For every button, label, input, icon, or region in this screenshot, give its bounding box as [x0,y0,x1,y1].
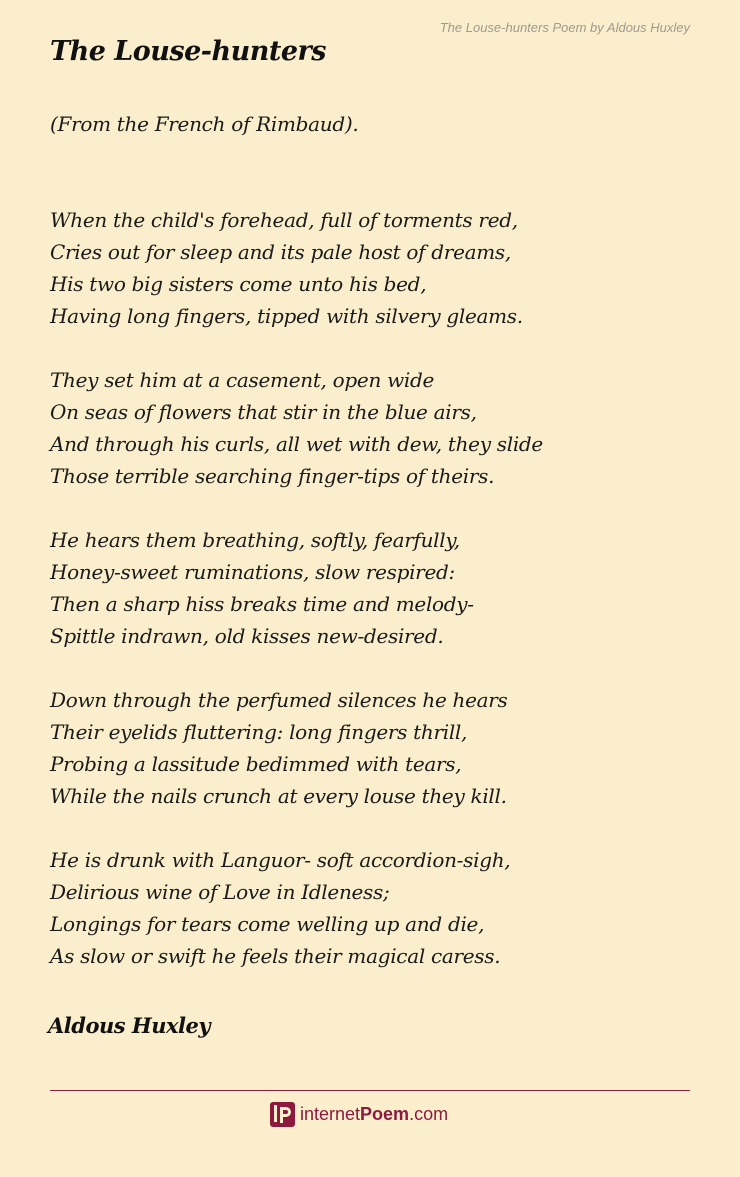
poem-line: When the child's forehead, full of torments red, [50,208,518,232]
poem-body [50,108,700,972]
poem-line: They set him at a casement, open wide [50,368,435,392]
poem-line: Down through the perfumed silences he hears [50,688,508,712]
header-credit: The Louse-hunters Poem by Aldous Huxley [439,20,690,35]
stanza-break [50,812,700,844]
ip-logo-icon [270,1102,295,1127]
poem-line: He is drunk with Languor- soft accordion-sigh, [50,848,511,872]
brand-suffix: .com [409,1104,449,1124]
poem-line: Then a sharp hiss breaks time and melody- [50,592,474,616]
brand-prefix: internet [300,1104,361,1124]
poem-line: His two big sisters come unto his bed, [50,272,427,296]
site-brand-text [300,1104,448,1125]
stanza-break [50,332,700,364]
poem-line: On seas of flowers that stir in the blue airs, [50,400,477,424]
poem-line: Their eyelids fluttering: long fingers thrill, [50,720,468,744]
blank-line [50,172,700,204]
poem-line: While the nails crunch at every louse they kill. [50,784,507,808]
poem-line: Honey-sweet ruminations, slow respired: [50,560,455,584]
poem-line: As slow or swift he feels their magical caress. [50,944,501,968]
poem-author: Aldous Huxley [48,1013,211,1038]
poem-line: Spittle indrawn, old kisses new-desired. [50,624,444,648]
poem-line: Having long fingers, tipped with silvery gleams. [50,304,523,328]
poem-line: Longings for tears come welling up and die, [50,912,485,936]
poem-line: Cries out for sleep and its pale host of dreams, [50,240,511,264]
poem-subtitle: (From the French of Rimbaud). [50,112,359,136]
footer-divider [50,1090,690,1091]
site-brand-link[interactable] [270,1102,448,1127]
poem-line: He hears them breathing, softly, fearfully, [50,528,460,552]
poem-line: Those terrible searching finger-tips of theirs. [50,464,495,488]
poem-title: The Louse-hunters [50,36,326,67]
brand-strong: Poem [360,1104,410,1124]
blank-line [50,140,700,172]
stanza-break [50,652,700,684]
stanza-break [50,492,700,524]
poem-line: Probing a lassitude bedimmed with tears, [50,752,462,776]
poem-line: And through his curls, all wet with dew, they slide [50,432,543,456]
poem-line: Delirious wine of Love in Idleness; [50,880,390,904]
